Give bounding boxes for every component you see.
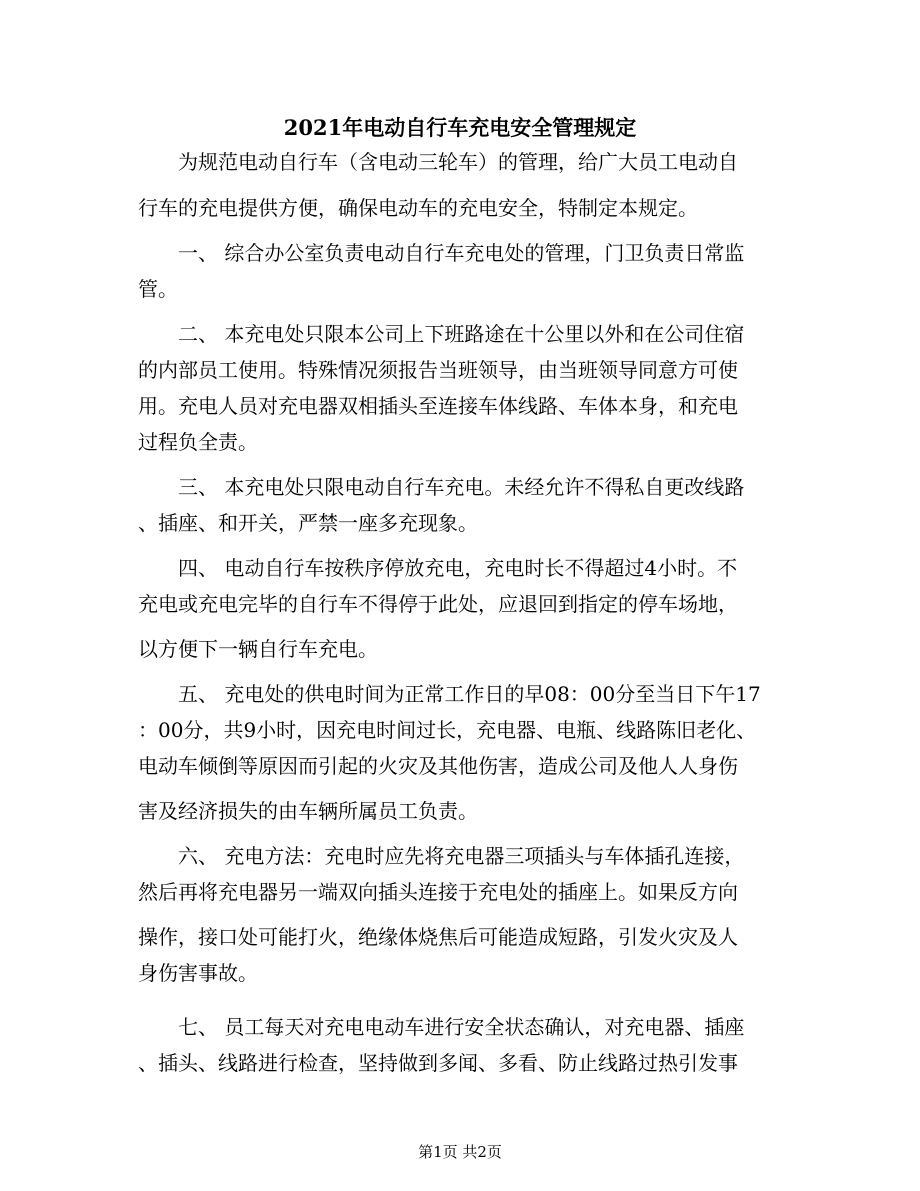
paragraph-line: 用。充电人员对充电器双相插头至连接车体线路、车体本身，和充电 [138, 394, 738, 418]
paragraph-line: 七、 员工每天对充电电动车进行安全状态确认，对充电器、插座 [178, 1015, 745, 1039]
paragraph-line: 害及经济损失的由车辆所属员工负责。 [138, 799, 478, 823]
paragraph-line: 、插座、和开关，严禁一座多充现象。 [138, 511, 478, 535]
paragraph-line: 行车的充电提供方便，确保电动车的充电安全，特制定本规定。 [138, 196, 698, 220]
paragraph-line: 三、 本充电处只限电动自行车充电。未经允许不得私自更改线路 [178, 475, 745, 499]
paragraph-line: 六、 充电方法：充电时应先将充电器三项插头与车体插孔连接， [178, 844, 745, 868]
paragraph-line: ：00分，共9小时，因充电时间过长，充电器、电瓶、线路陈旧老化、 [138, 718, 757, 742]
paragraph-line: 五、 充电处的供电时间为正常工作日的早08：00分至当日下午17 [178, 682, 761, 706]
paragraph-line: 一、 综合办公室负责电动自行车充电处的管理，门卫负责日常监 [178, 241, 745, 265]
paragraph-line: 为规范电动自行车（含电动三轮车）的管理，给广大员工电动自 [178, 150, 738, 174]
paragraph-line: 以方便下一辆自行车充电。 [138, 637, 378, 661]
paragraph-line: 充电或充电完毕的自行车不得停于此处，应退回到指定的停车场地， [138, 592, 738, 616]
page-number-footer: 第1页 共2页 [418, 1143, 502, 1161]
paragraph-line: 的内部员工使用。特殊情况须报告当班领导，由当班领导同意方可使 [138, 358, 738, 382]
paragraph-line: 过程负全责。 [138, 430, 258, 454]
paragraph-line: 身伤害事故。 [138, 961, 258, 985]
paragraph-line: 电动车倾倒等原因而引起的火灾及其他伤害，造成公司及他人人身伤 [138, 754, 738, 778]
paragraph-line: 二、 本充电处只限本公司上下班路途在十公里以外和在公司住宿 [178, 322, 745, 346]
paragraph-line: 四、 电动自行车按秩序停放充电，充电时长不得超过4小时。不 [178, 556, 738, 580]
document-title: 2021年电动自行车充电安全管理规定 [283, 115, 637, 140]
paragraph-line: 然后再将充电器另一端双向插头连接于充电处的插座上。如果反方向 [138, 880, 738, 904]
paragraph-line: 操作，接口处可能打火，绝缘体烧焦后可能造成短路，引发火灾及人 [138, 925, 738, 949]
paragraph-line: 管。 [138, 277, 178, 301]
paragraph-line: 、插头、线路进行检查，坚持做到多闻、多看、防止线路过热引发事 [138, 1051, 738, 1075]
